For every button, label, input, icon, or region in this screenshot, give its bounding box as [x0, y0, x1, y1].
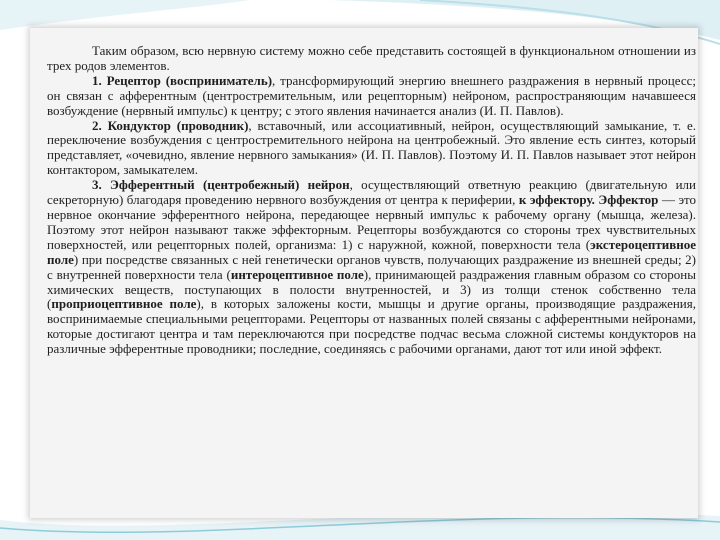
- efferent-text-a: , осуществляющий ответную реакцию (двигательную или секреторную) благодаря проведению нервного возбуждения от центра к периферии,: [47, 177, 696, 208]
- interoceptive-term: интероцептивное поле: [230, 266, 364, 282]
- receptor-heading: 1. Рецептор (восприниматель): [92, 72, 273, 88]
- proprioceptive-term: проприоцептивное поле: [51, 296, 197, 312]
- paragraph-conductor: [47, 119, 696, 179]
- efferent-text-e: ), в которых заложены кости, мышцы и другие органы, производящие раздражения, воспринимаемые специальными рецепторами. Рецепторы от названных полей связаны с афферентными нейронами, которые достигают центра и там переключаются при посредстве подчас весьма сложной системы кондукторов на различные эфферентные проводники; последние, соединяясь с рабочими органами, дают тот или иной эффект.: [47, 296, 696, 357]
- wave-top-left: [0, 0, 250, 30]
- intro-text: Таким образом, всю нервную систему можно себе представить состоящей в функциональном отношении из трех родов элементов.: [47, 43, 696, 73]
- conductor-heading: 2. Кондуктор (проводник): [92, 117, 249, 133]
- document-text: [47, 44, 696, 357]
- exteroceptive-term: экстероцептивное поле: [47, 236, 696, 267]
- conductor-text: , вставочный, или ассоциативный, нейрон, осуществляющий замыкание, т. е. переключение возбуждения с центростремительного нейрона на центробежный. Это явление есть синтез, который представляет, «очевидно, явление нервного замыкания» (И. П. Павлов). Поэтому И. П. Павлов называет этот нейрон контактором, замыкателем.: [47, 117, 696, 178]
- paragraph-receptor: [47, 74, 696, 119]
- efferent-text-b: — это нервное окончание эфферентного нейрона, передающее нервный импульс к рабочему органу (мышца, железа). Поэтому этот нейрон называют также эффекторным. Рецепторы возбуждаются со стороны трех чувствительных поверхностей, или рецепторных полей, организма: 1) с наружной, кожной, поверхности тела (: [47, 192, 697, 252]
- effector-term: к эффектору. Эффектор: [518, 192, 659, 208]
- efferent-heading: 3. Эфферентный (центробежный) нейрон: [92, 177, 350, 193]
- efferent-text-c: ) при посредстве связанных с ней генетически органов чувств, получающих раздражение из внешней среды; 2) с внутренней поверхности тела (: [47, 251, 696, 282]
- wave-bottom-line: [0, 518, 720, 533]
- paragraph-intro: [47, 44, 696, 74]
- receptor-text: , трансформирующий энергию внешнего раздражения в нервный процесс; он связан с афферентным (центростремительным, или рецепторным) нейроном, распространяющим начавшееся возбуждение (нервный импульс) к центру; с этого явления начинается анализ (И. П. Павлов).: [47, 72, 696, 118]
- efferent-text-d: ), принимающей раздражения главным образом со стороны химических веществ, поступающих в полости внутренностей, и 3) из толщи стенок собственно тела (: [47, 266, 696, 312]
- paragraph-efferent: [47, 178, 696, 357]
